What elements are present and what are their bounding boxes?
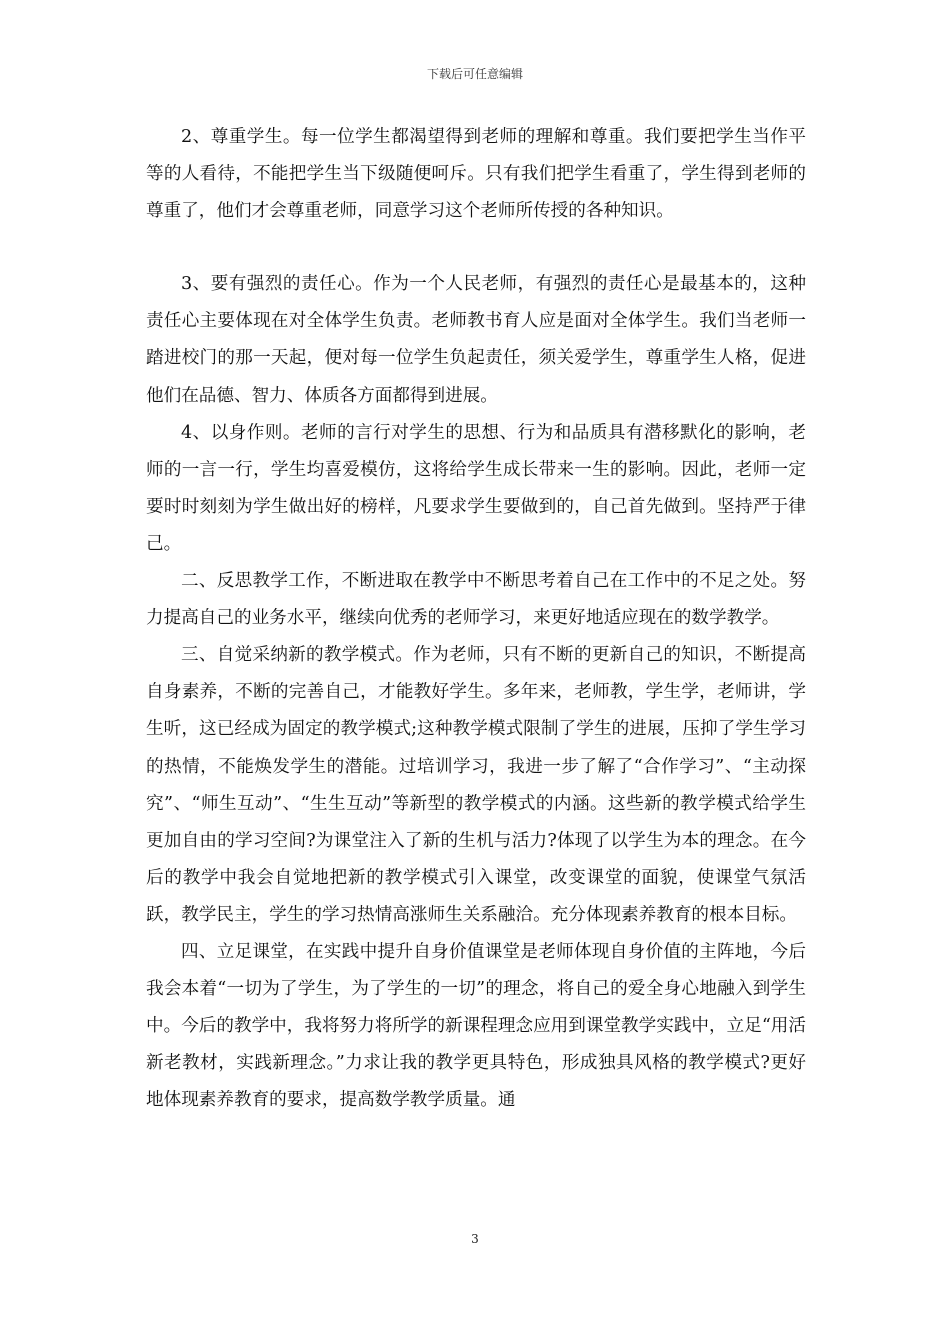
paragraph-lead-by-example: 4、以身作则。老师的言行对学生的思想、行为和品质具有潜移默化的影响，老师的一言一行，学生均喜爱模仿，这将给学生成长带来一生的影响。因此，老师一定要时时刻刻为学生做出好的榜样，凡要求学生要做到的，自己首先做到。坚持严于律己。 bbox=[146, 422, 806, 554]
paragraph-reflect-teaching: 二、反思教学工作，不断进取在教学中不断思考着自己在工作中的不足之处。努力提高自己的业务水平，继续向优秀的老师学习，来更好地适应现在的数学教学。 bbox=[146, 571, 806, 629]
document-body bbox=[146, 119, 806, 1119]
paragraph-responsibility: 3、要有强烈的责任心。作为一个人民老师，有强烈的责任心是最基本的，这种责任心主要体现在对全体学生负责。老师教书育人应是面对全体学生。我们当老师一踏进校门的那一天起，便对每一位学生负起责任，须关爱学生，尊重学生人格，促进他们在品德、智力、体质各方面都得到进展。 bbox=[146, 274, 806, 406]
page-header: 下载后可任意编辑 bbox=[426, 67, 523, 81]
paragraph-respect-students: 2、尊重学生。每一位学生都渴望得到老师的理解和尊重。我们要把学生当作平等的人看待，不能把学生当下级随便呵斥。只有我们把学生看重了，学生得到老师的尊重了，他们才会尊重老师，同意学习这个老师所传授的各种知识。 bbox=[146, 127, 806, 222]
page-number: 3 bbox=[471, 1232, 479, 1246]
paragraph-new-teaching-models: 三、自觉采纳新的教学模式。作为老师，只有不断的更新自己的知识，不断提高自身素养，不断的完善自己，才能教好学生。多年来，老师教，学生学，老师讲，学生听，这已经成为固定的教学模式;这种教学模式限制了学生的进展，压抑了学生学习的热情，不能焕发学生的潜能。过培训学习，我进一步了解了“合作学习”、“主动探究”、“师生互动”、“生生互动”等新型的教学模式的内涵。这些新的教学模式给学生更加自由的学习空间?为课堂注入了新的生机与活力?体现了以学生为本的理念。在今后的教学中我会自觉地把新的教学模式引入课堂，改变课堂的面貌，使课堂气氛活跃，教学民主，学生的学习热情高涨师生关系融洽。充分体现素养教育的根本目标。 bbox=[146, 645, 806, 925]
paragraph-classroom-value: 四、立足课堂，在实践中提升自身价值课堂是老师体现自身价值的主阵地，今后我会本着“一切为了学生，为了学生的一切”的理念，将自己的爱全身心地融入到学生中。今后的教学中，我将努力将所学的新课程理念应用到课堂教学实践中，立足“用活新老教材，实践新理念。”力求让我的教学更具特色，形成独具风格的教学模式?更好地体现素养教育的要求，提高数学教学质量。通 bbox=[146, 941, 806, 1111]
